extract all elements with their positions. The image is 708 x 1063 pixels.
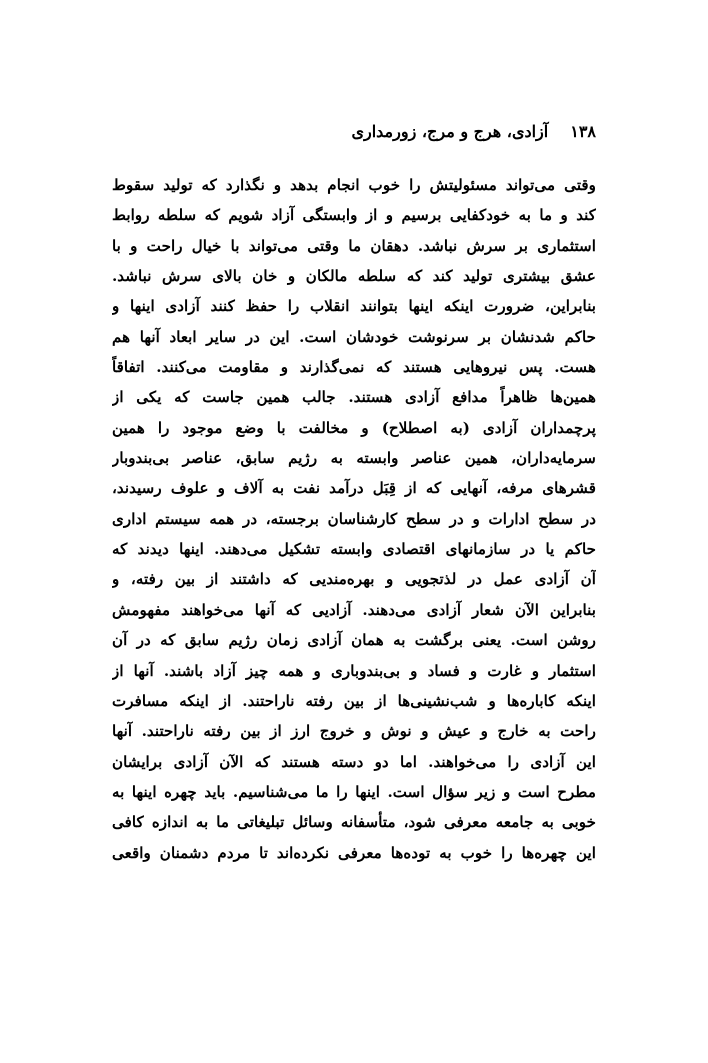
text-line: سرمایه‌داران، همین عناصر وابسته به رژیم سابق، عناصر بی‌بندوبار bbox=[112, 449, 596, 468]
text-line: در سطح ادارات و در سطح کارشناسان برجسته، در همه سیستم اداری bbox=[112, 509, 596, 528]
running-head bbox=[112, 117, 596, 145]
text-line: استثمار و غارت و فساد و بی‌بندوباری و همه چیز آزاد باشند. آنها از bbox=[112, 661, 596, 680]
text-line: این آزادی را می‌خواهند. اما دو دسته هستند که الآن آزادی برایشان bbox=[112, 752, 596, 771]
text-line: پرچمداران آزادی (به اصطلاح) و مخالفت با وضع موجود را همین bbox=[112, 418, 596, 437]
text-line: عشق بیشتری تولید کند که سلطه مالکان و خان بالای سرش نباشد. bbox=[112, 267, 596, 286]
body-text bbox=[112, 170, 596, 868]
page-number: ۱۳۸ bbox=[570, 121, 596, 141]
text-line: وقتی می‌تواند مسئولیتش را خوب انجام بدهد و نگذارد که تولید سقوط bbox=[112, 176, 596, 194]
text-line: خوبی به جامعه معرفی شود، متأسفانه وسائل تبلیغاتی ما به اندازه کافی bbox=[112, 813, 596, 832]
text-line: حاکم شدنشان بر سرنوشت خودشان است. این در سایر ابعاد آنها هم bbox=[112, 327, 596, 346]
chapter-title: آزادی، هرج و مرج، زورمداری bbox=[351, 121, 549, 141]
text-line: آن آزادی عمل در لذتجویی و بهره‌مندیی که داشتند از بین رفته، و bbox=[112, 570, 596, 589]
text-line: کند و ما به خودکفایی برسیم و از وابستگی آزاد شویم که سلطه روابط bbox=[112, 206, 596, 225]
text-line: استثماری بر سرش نباشد. دهقان ما وقتی می‌تواند با خیال راحت و با bbox=[112, 236, 596, 255]
text-line: اینکه کاباره‌ها و شب‌نشینی‌ها از بین رفته ناراحتند. از اینکه مسافرت bbox=[112, 691, 596, 710]
text-line: قشرهای مرفه، آنهایی که از قِبَل درآمد نفت به آلاف و علوف رسیدند، bbox=[112, 479, 596, 498]
text-line: همین‌ها ظاهراً مدافع آزادی هستند. جالب همین جاست که یکی از bbox=[112, 388, 596, 407]
text-line: حاکم یا در سازمانهای اقتصادی وابسته تشکیل می‌دهند. اینها دیدند که bbox=[112, 540, 596, 559]
text-line: بنابراین الآن شعار آزادی می‌دهند. آزادیی که آنها می‌خواهند مفهومش bbox=[112, 600, 596, 619]
text-line: بنابراین، ضرورت اینکه اینها بتوانند انقلاب را حفظ کنند آزادی اینها و bbox=[112, 297, 596, 316]
text-line: مطرح است و زیر سؤال است. اینها را ما می‌شناسیم. باید چهره اینها به bbox=[112, 782, 596, 801]
text-line: هست. پس نیروهایی هستند که نمی‌گذارند و مقاومت می‌کنند. اتفاقاً bbox=[112, 358, 596, 377]
text-line: این چهره‌ها را خوب به توده‌ها معرفی نکرده‌اند تا مردم دشمنان واقعی bbox=[112, 843, 596, 862]
text-line: روشن است. یعنی برگشت به همان آزادی زمان رژیم سابق که در آن bbox=[112, 631, 596, 650]
text-line: راحت به خارج و عیش و نوش و خروج ارز از بین رفته ناراحتند. آنها bbox=[112, 722, 596, 741]
